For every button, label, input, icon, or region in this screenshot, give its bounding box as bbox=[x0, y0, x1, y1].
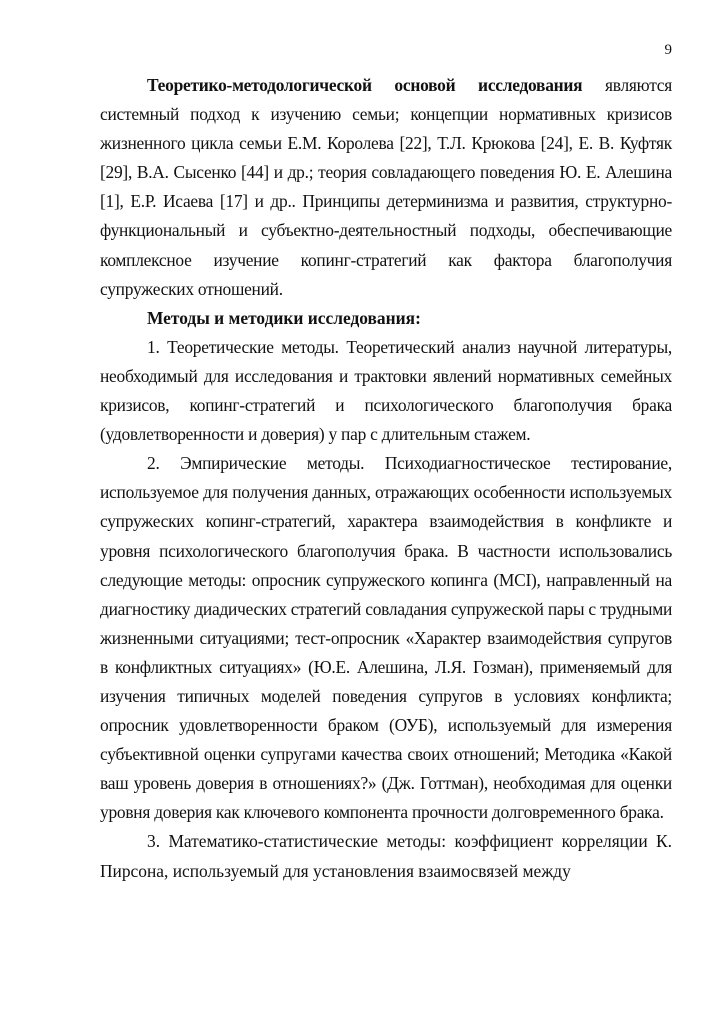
document-body bbox=[100, 71, 672, 886]
methodological-basis-lead: Теоретико-методологической основой исследования bbox=[147, 75, 583, 95]
methods-heading: Методы и методики исследования: bbox=[147, 307, 421, 328]
method-item-statistical: 3. Математико-статистические методы: коэффициент корреляции К. Пирсона, используемый для установления взаимосвязей между bbox=[100, 831, 672, 881]
methodological-basis-text: являются системный подход к изучению семьи; концепции нормативных кризисов жизненного цикла семьи Е.М. Королева [22], Т.Л. Крюкова [24], Е. В. Куфтяк [29], В.А. Сысенко [44] и др.; теория совладающего поведения Ю. Е. Алешина [1], Е.Р. Исаева [17] и др.. Принципы детерминизма и развития, структурно-функциональный и субъектно-деятельностный подходы, обеспечивающие комплексное изучение копинг-стратегий как фактора благополучия супружеских отношений. bbox=[100, 75, 672, 299]
page-number: 9 bbox=[664, 42, 672, 58]
method-item-empirical: 2. Эмпирические методы. Психодиагностическое тестирование, используемое для получения данных, отражающих особенности используемых супружеских копинг-стратегий, характера взаимодействия в конфликте и уровня психологического благополучия брака. В частности использовались следующие методы: опросник супружеского копинга (MCI), направленный на диагностику диадических стратегий совладания супружеской пары с трудными жизненными ситуациями; тест-опросник «Характер взаимодействия супругов в конфликтных ситуациях» (Ю.Е. Алешина, Л.Я. Гозман), применяемый для изучения типичных моделей поведения супругов в условиях конфликта; опросник удовлетворенности браком (ОУБ), используемый для измерения субъективной оценки супругами качества своих отношений; Методика «Какой ваш уровень доверия в отношениях?» (Дж. Готтман), необходимая для оценки уровня доверия как ключевого компонента прочности долговременного брака. bbox=[100, 453, 672, 823]
method-item-theoretical: 1. Теоретические методы. Теоретический анализ научной литературы, необходимый для исследования и трактовки явлений нормативных семейных кризисов, копинг-стратегий и психологического благополучия брака (удовлетворенности и доверия) у пар с длительным стажем. bbox=[100, 336, 672, 445]
methodological-basis-paragraph bbox=[100, 71, 672, 304]
